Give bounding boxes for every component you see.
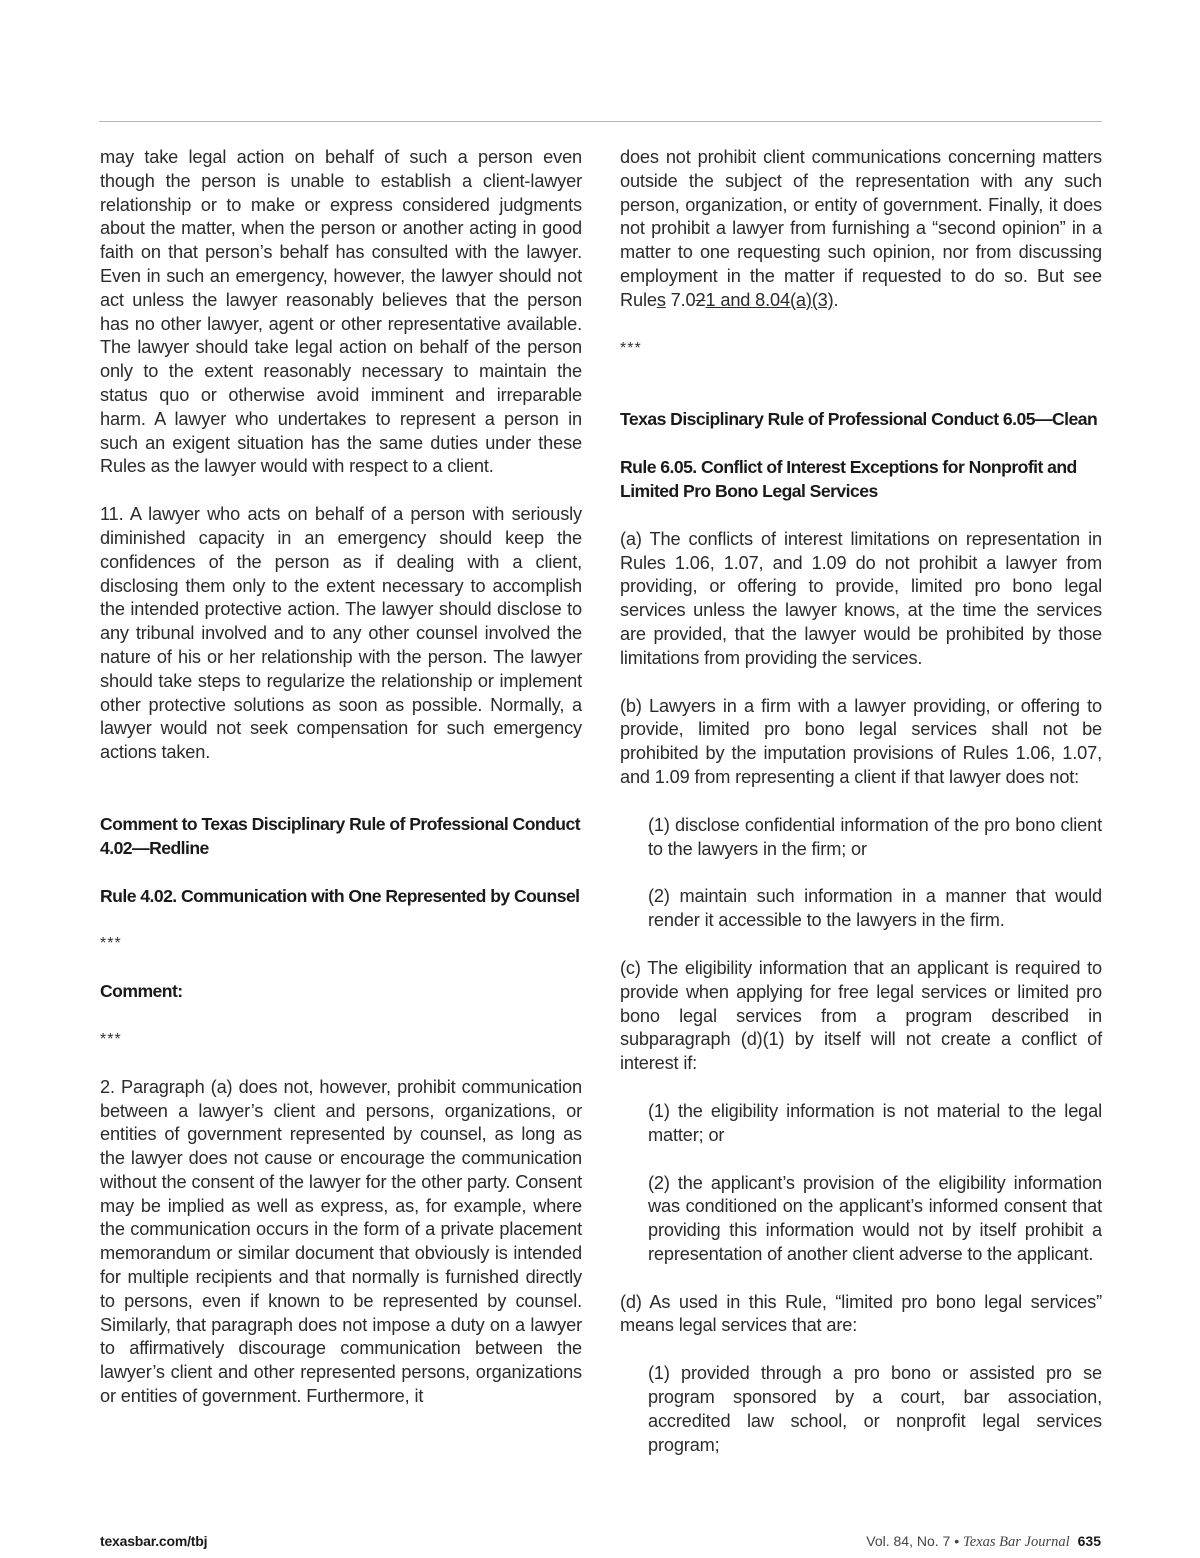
footer-page-number: 635 <box>1077 1533 1101 1549</box>
paragraph-c: (c) The eligibility information that an applicant is required to provide when applying for free legal services or limited pro bono legal services from a program described in subparagraph (d)(1) by itself will not create a conflict of interest if: <box>620 957 1102 1074</box>
paragraph-b1: (1) disclose confidential information of the pro bono client to the lawyers in the firm; or <box>648 814 1102 859</box>
paragraph-b: (b) Lawyers in a firm with a lawyer providing, or offering to provide, limited pro bono legal services shall not be prohibited by the imputation provisions of Rules 1.06, 1.07, and 1.09 from representing a client if that lawyer does not: <box>620 695 1102 787</box>
section-break-stars: *** <box>100 1030 122 1048</box>
heading-rule-6-05: Rule 6.05. Conflict of Interest Exceptions for Nonprofit and Limited Pro Bono Legal Services <box>620 457 1077 501</box>
left-column <box>100 146 582 1409</box>
paragraph-continued: may take legal action on behalf of such a person even though the person is unable to establish a client-lawyer relationship or to make or express considered judgments about the matter, when the person or another acting in good faith on that person’s behalf has consulted with the lawyer. Even in such an emergency, however, the lawyer should not act unless the lawyer reasonably believes that the person has no other lawyer, agent or other representative available. The lawyer should take legal action on behalf of the person only to the extent reasonably necessary to maintain the status quo or otherwise avoid imminent and irreparable harm. A lawyer who undertakes to represent a person in such an exigent situation has the same duties under these Rules as the lawyer would with respect to a client. <box>100 147 582 477</box>
paragraph-b2: (2) maintain such information in a manner that would render it accessible to the lawyers in the firm. <box>648 886 1102 931</box>
footer-issue-info <box>866 1532 1101 1551</box>
section-break-stars: *** <box>100 935 122 953</box>
paragraph-d: (d) As used in this Rule, “limited pro bono legal services” means legal services that are: <box>620 1291 1102 1336</box>
paragraph-text: does not prohibit client communications concerning matters outside the subject of the representation with any such person, organization, or entity of government. Finally, it does not prohibit a lawyer from furnishing a “second opinion” in a matter to one requesting such opinion, nor from discussing employment in the matter if requested to do so. But see Rule <box>620 147 1102 310</box>
paragraph-text: 7.0 <box>665 289 696 310</box>
footer-website: texasbar.com/tbj <box>100 1533 208 1549</box>
redline-deleted-text: 2 <box>695 289 706 310</box>
paragraph-a: (a) The conflicts of interest limitations on representation in Rules 1.06, 1.07, and 1.09 do not prohibit a lawyer from providing, or offering to provide, limited pro bono legal services unless the lawyer knows, at the time the services are provided, that the lawyer would be prohibited by those limitations from providing the services. <box>620 528 1102 668</box>
paragraph-d1: (1) provided through a pro bono or assisted pro se program sponsored by a court, bar association, accredited law school, or nonprofit legal services program; <box>648 1363 1102 1455</box>
paragraph-continued-redline <box>620 146 1102 313</box>
footer-bullet: • <box>954 1533 960 1549</box>
paragraph-2: 2. Paragraph (a) does not, however, prohibit communication between a lawyer’s client and persons, organizations, or entities of government represented by counsel, as long as the lawyer does not cause or encourage the communication without the consent of the lawyer for the other party. Consent may be implied as well as express, as, for example, where the communication occurs in the form of a private placement memorandum or similar document that obviously is intended for multiple recipients and that normally is furnished directly to persons, even if known to be represented by counsel. Similarly, that paragraph does not impose a duty on a lawyer to affirmatively discourage communication between the lawyer’s client and other represented persons, organizations or entities of government. Furthermore, it <box>100 1076 582 1407</box>
heading-comment-redline: Comment to Texas Disciplinary Rule of Professional Conduct 4.02—Redline <box>100 813 581 858</box>
paragraph-c1: (1) the eligibility information is not material to the legal matter; or <box>648 1100 1102 1145</box>
heading-comment-label: Comment: <box>100 981 183 1002</box>
section-break-stars: *** <box>620 339 642 357</box>
footer-journal-title: Texas Bar Journal <box>963 1534 1070 1550</box>
footer-volume: Vol. 84, No. 7 <box>866 1533 951 1549</box>
redline-inserted-text: 1 and 8.04(a)(3) <box>705 289 834 310</box>
paragraph-text: . <box>833 289 839 310</box>
heading-rule-6-05-clean: Texas Disciplinary Rule of Professional Conduct 6.05—Clean <box>620 409 1098 430</box>
paragraph-c2: (2) the applicant’s provision of the eligibility information was conditioned on the applicant’s informed consent that providing this information would not by itself prohibit a representation of another client adverse to the applicant. <box>648 1172 1102 1264</box>
paragraph-11: 11. A lawyer who acts on behalf of a person with seriously diminished capacity in an emergency should keep the confidences of the person as if dealing with a client, disclosing them only to the extent necessary to accomplish the intended protective action. The lawyer should disclose to any tribunal involved and to any other counsel involved the nature of his or her relationship with the person. The lawyer should take steps to regularize the relationship or implement other protective solutions as soon as possible. Normally, a lawyer would not seek compensation for such emergency actions taken. <box>100 504 582 763</box>
top-rule <box>99 121 1102 122</box>
redline-inserted-text: s <box>656 289 666 310</box>
heading-rule-4-02: Rule 4.02. Communication with One Represented by Counsel <box>100 885 580 906</box>
right-column <box>620 146 1102 1457</box>
